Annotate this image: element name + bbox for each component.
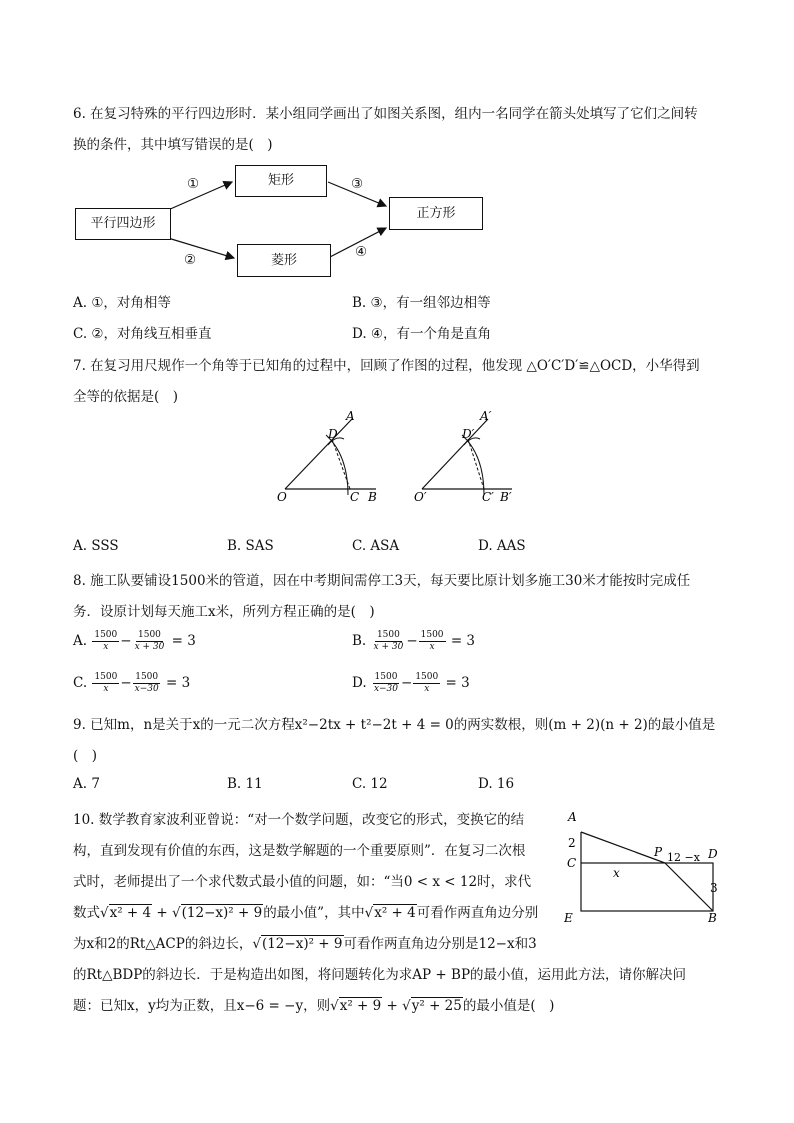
- node-parallelogram: 平行四边形: [75, 208, 171, 240]
- q7-left-figure: [277, 409, 377, 504]
- node-square: 正方形: [389, 197, 483, 230]
- q10-label-E: E: [564, 911, 573, 925]
- q6-option-c[interactable]: C. ②，对角线互相垂直: [73, 326, 212, 342]
- q10-label-3: 3: [710, 881, 718, 895]
- q7-right-figure: [414, 409, 512, 504]
- q6-option-a[interactable]: A. ①，对角相等: [73, 295, 171, 311]
- q7-label-A: A: [346, 409, 355, 423]
- q7-option-b[interactable]: B. SAS: [227, 538, 274, 554]
- q8-stem-line2: 务．设原计划每天施工x米，所列方程正确的是( ): [73, 604, 375, 620]
- label-1: ①: [187, 176, 200, 192]
- q10-line6: 的Rt△BDP的斜边长．于是构造出如图，将问题转化为求AP + BP的最小值，运用此方法，请你解决问: [73, 967, 687, 983]
- q7-option-d[interactable]: D. AAS: [478, 538, 526, 554]
- q9-stem-line1: 9. 已知m，n是关于x的一元二次方程x²−2tx + t²−2t + 4 = 0的两实数根，则(m + 2)(n + 2)的最小值是: [73, 717, 716, 733]
- q7-option-c[interactable]: C. ASA: [352, 538, 400, 554]
- q10-line4: 数式√x² + 4 + √(12−x)² + 9的最小值”，其中√x² + 4可看作两直角边分别: [73, 905, 539, 921]
- q10-label-D: D: [708, 847, 718, 861]
- q10-line3: 式时，老师提出了一个求代数式最小值的问题，如：“当0 < x < 12时，求代: [73, 874, 532, 890]
- q8-option-c[interactable]: C. $\frac{1500}{x}$ − $\frac{1500}{x-30}$ = 3: [73, 672, 191, 694]
- q6-stem-line1: 6. 在复习特殊的平行四边形时．某小组同学画出了如图关系图，组内一名同学在箭头处填写了它们之间转: [73, 106, 698, 122]
- q10-line1: 10. 数学教育家波利亚曾说：“对一个数学问题，改变它的形式，变换它的结: [73, 812, 525, 828]
- label-3: ③: [351, 176, 364, 192]
- arrow-1: [168, 182, 232, 210]
- q7-option-a[interactable]: A. SSS: [73, 538, 119, 554]
- q10-line7: 题：已知x，y均为正数，且x−6 = −y，则√x² + 9 + √y² + 25的最小值是( ): [73, 998, 555, 1014]
- q9-option-a[interactable]: A. 7: [73, 776, 100, 792]
- q10-label-x: x: [613, 866, 620, 880]
- q10-line2: 构，直到发现有价值的东西，这是数学解题的一个重要原则”．在复习二次根: [73, 843, 526, 859]
- q10-label-P: P: [654, 845, 663, 859]
- q7-label-D: D: [328, 427, 338, 441]
- q8-stem-line1: 8. 施工队要铺设1500米的管道，因在中考期间需停工3天，每天要比原计划多施工30米才能按时完成任: [73, 573, 691, 589]
- q9-option-d[interactable]: D. 16: [478, 776, 515, 792]
- node-rhombus: 菱形: [237, 244, 331, 277]
- q8-option-d[interactable]: D. $\frac{1500}{x-30}$ − $\frac{1500}{x}$ = 3: [352, 672, 470, 694]
- q7-label-B: B: [368, 490, 377, 504]
- q10-line5: 为x和2的Rt△ACP的斜边长，√(12−x)² + 9可看作两直角边分别是12−x和3: [73, 936, 537, 952]
- q7-stem-line1: 7. 在复习用尺规作一个角等于已知角的过程中，回顾了作图的过程，他发现 △O′C′D′≌△OCD，小华得到: [73, 358, 700, 374]
- q6-option-d[interactable]: D. ④，有一个角是直角: [352, 326, 492, 342]
- q7-label-A-prime: A′: [480, 409, 492, 423]
- q6-stem-line2: 换的条件，其中填写错误的是( ): [73, 137, 273, 153]
- q6-option-b[interactable]: B. ③，有一组邻边相等: [352, 295, 491, 311]
- q7-label-O-prime: O′: [414, 490, 427, 504]
- q10-label-A: A: [568, 810, 577, 824]
- q9-option-b[interactable]: B. 11: [227, 776, 263, 792]
- q7-label-O: O: [277, 490, 287, 504]
- q7-label-B-prime: B′: [500, 490, 512, 504]
- arrow-2: [168, 238, 234, 258]
- q7-construction-figure: [270, 405, 530, 505]
- q7-label-C-prime: C′: [482, 490, 494, 504]
- q8-option-a[interactable]: A. $\frac{1500}{x}$ − $\frac{1500}{x + 30}$ = 3: [73, 630, 196, 652]
- q10-label-2: 2: [568, 836, 576, 850]
- label-4: ④: [355, 244, 368, 260]
- q7-stem-line2: 全等的依据是( ): [73, 389, 179, 405]
- q10-label-12-minus-x: 12 −x: [667, 851, 700, 864]
- node-rectangle: 矩形: [235, 165, 327, 197]
- q7-label-D-prime: D′: [462, 427, 475, 441]
- q8-option-b[interactable]: B. $\frac{1500}{x + 30}$ − $\frac{1500}{x}$ = 3: [352, 630, 476, 652]
- q10-figure: [560, 806, 730, 926]
- q9-option-c[interactable]: C. 12: [352, 776, 388, 792]
- q7-label-C: C: [350, 490, 360, 504]
- q10-label-C: C: [567, 856, 577, 870]
- q9-stem-line2: ( ): [73, 748, 98, 764]
- q10-label-B: B: [708, 911, 717, 925]
- label-2: ②: [184, 252, 197, 268]
